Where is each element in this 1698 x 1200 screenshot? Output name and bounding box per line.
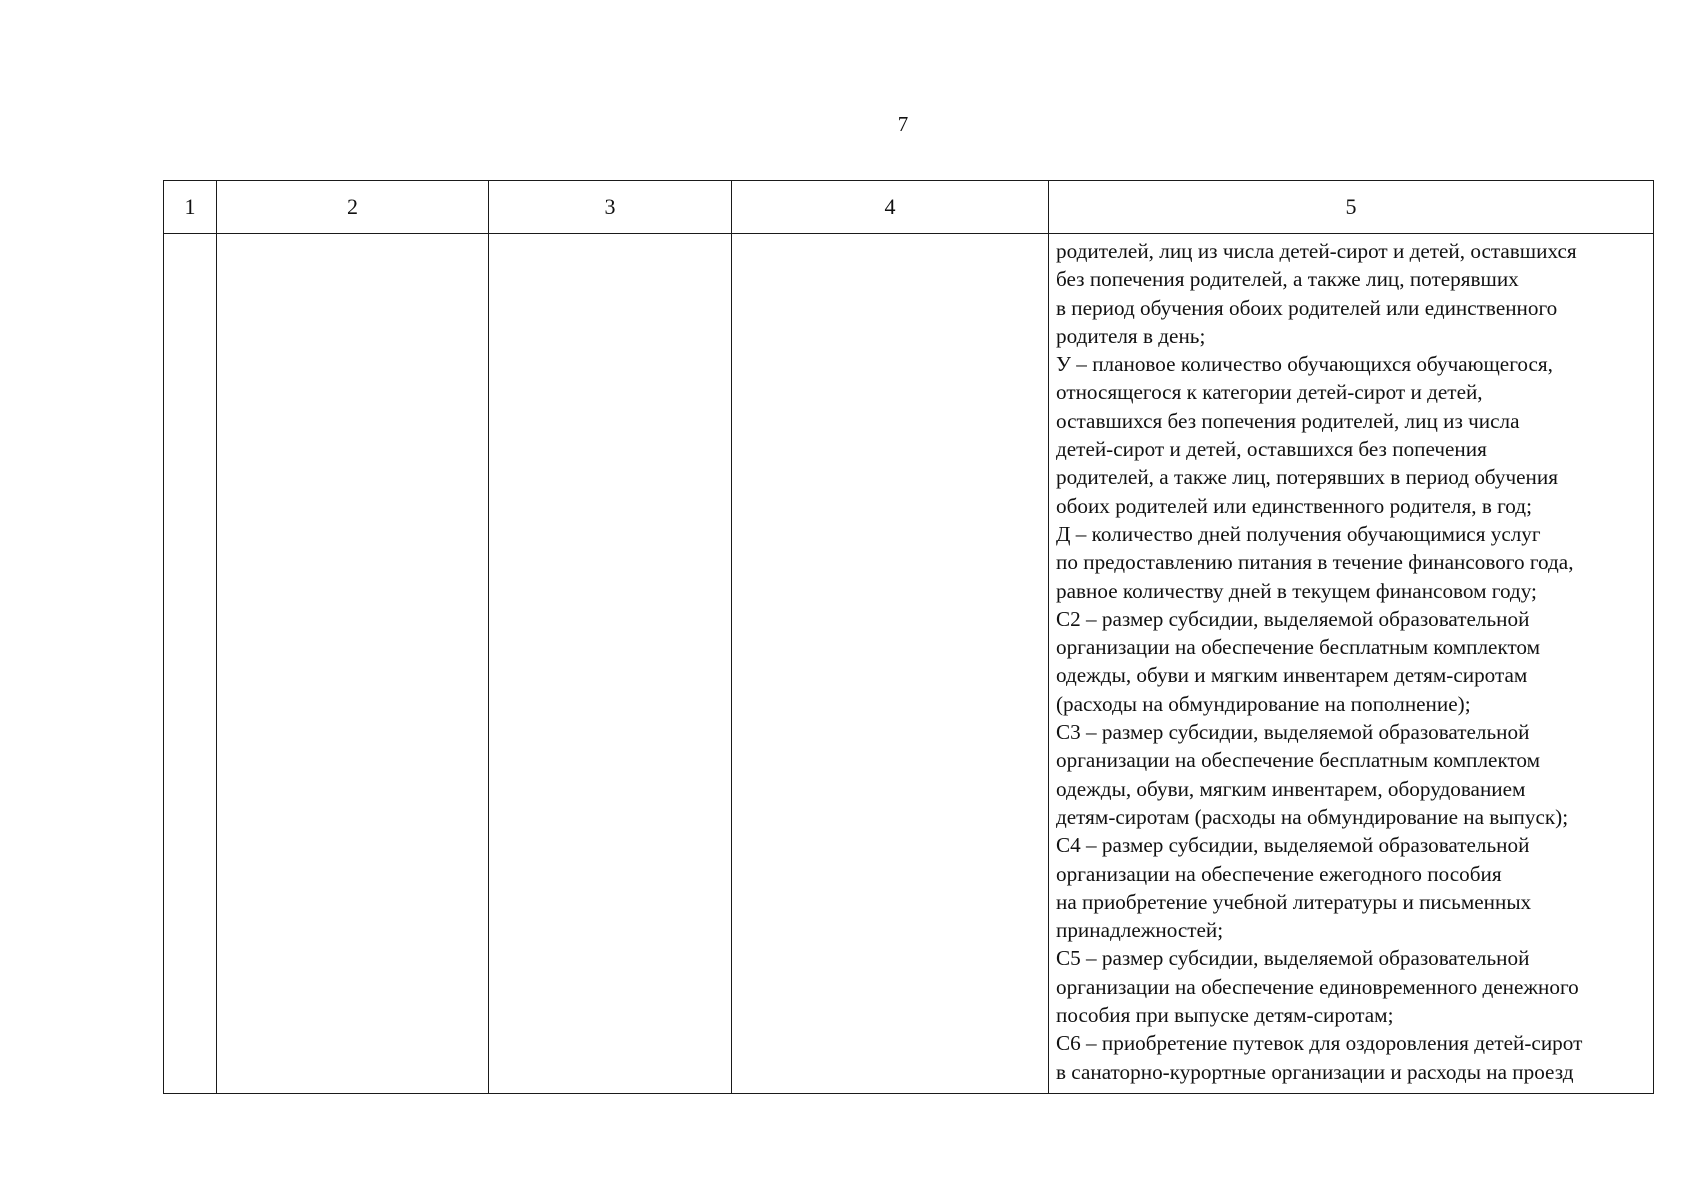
text-line: на приобретение учебной литературы и письменных — [1056, 889, 1532, 914]
column-header-1: 1 — [164, 181, 217, 234]
text-line: без попечения родителей, а также лиц, потерявших — [1056, 267, 1519, 292]
text-line: С6 – приобретение путевок для оздоровления детей-сирот — [1056, 1031, 1583, 1056]
column-header-3: 3 — [489, 181, 732, 234]
text-line: относящегося к категории детей-сирот и детей, — [1056, 380, 1483, 405]
page-number: 7 — [897, 112, 909, 136]
text-line: пособия при выпуске детям-сиротам; — [1056, 1003, 1394, 1028]
column-header-2: 2 — [217, 181, 489, 234]
text-line: равное количеству дней в текущем финансовом году; — [1056, 578, 1537, 603]
text-line: детям-сиротам (расходы на обмундирование на выпуск); — [1056, 804, 1569, 829]
cell-col-3 — [489, 234, 732, 1094]
text-line: оставшихся без попечения родителей, лиц из числа — [1056, 408, 1520, 433]
text-line: С5 – размер субсидии, выделяемой образовательной — [1056, 946, 1530, 971]
text-line: С2 – размер субсидии, выделяемой образовательной — [1056, 606, 1530, 631]
table-row — [164, 234, 1654, 1094]
text-line: организации на обеспечение бесплатным комплектом — [1056, 635, 1541, 660]
text-line: в санаторно-курортные организации и расходы на проезд — [1056, 1059, 1574, 1084]
text-line: принадлежностей; — [1056, 918, 1224, 943]
cell-col-5 — [1049, 234, 1654, 1094]
cell-col-2 — [217, 234, 489, 1094]
column-header-4: 4 — [732, 181, 1049, 234]
text-line: обоих родителей или единственного родителя, в год; — [1056, 493, 1532, 518]
text-line: (расходы на обмундирование на пополнение); — [1056, 691, 1471, 716]
text-line: детей-сирот и детей, оставшихся без попечения — [1056, 437, 1487, 462]
text-line: С3 – размер субсидии, выделяемой образовательной — [1056, 720, 1530, 745]
text-line: У – плановое количество обучающихся обучающегося, — [1056, 352, 1553, 377]
document-table — [163, 180, 1654, 1094]
table-header-row — [164, 181, 1654, 234]
col-5-text — [1049, 234, 1653, 1086]
text-line: по предоставлению питания в течение финансового года, — [1056, 550, 1574, 575]
text-line: С4 – размер субсидии, выделяемой образовательной — [1056, 833, 1530, 858]
text-line: Д – количество дней получения обучающимися услуг — [1056, 521, 1541, 546]
text-line: в период обучения обоих родителей или единственного — [1056, 295, 1558, 320]
column-header-5: 5 — [1049, 181, 1654, 234]
text-line: родителей, а также лиц, потерявших в период обучения — [1056, 465, 1558, 490]
text-line: родителей, лиц из числа детей-сирот и детей, оставшихся — [1056, 239, 1577, 263]
text-line: родителя в день; — [1056, 323, 1206, 348]
text-line: организации на обеспечение бесплатным комплектом — [1056, 748, 1541, 773]
text-line: организации на обеспечение ежегодного пособия — [1056, 861, 1502, 886]
text-line: организации на обеспечение единовременного денежного — [1056, 974, 1579, 999]
text-line: одежды, обуви, мягким инвентарем, оборудованием — [1056, 776, 1526, 801]
cell-col-1 — [164, 234, 217, 1094]
text-line: одежды, обуви и мягким инвентарем детям-сиротам — [1056, 663, 1528, 688]
cell-col-4 — [732, 234, 1049, 1094]
